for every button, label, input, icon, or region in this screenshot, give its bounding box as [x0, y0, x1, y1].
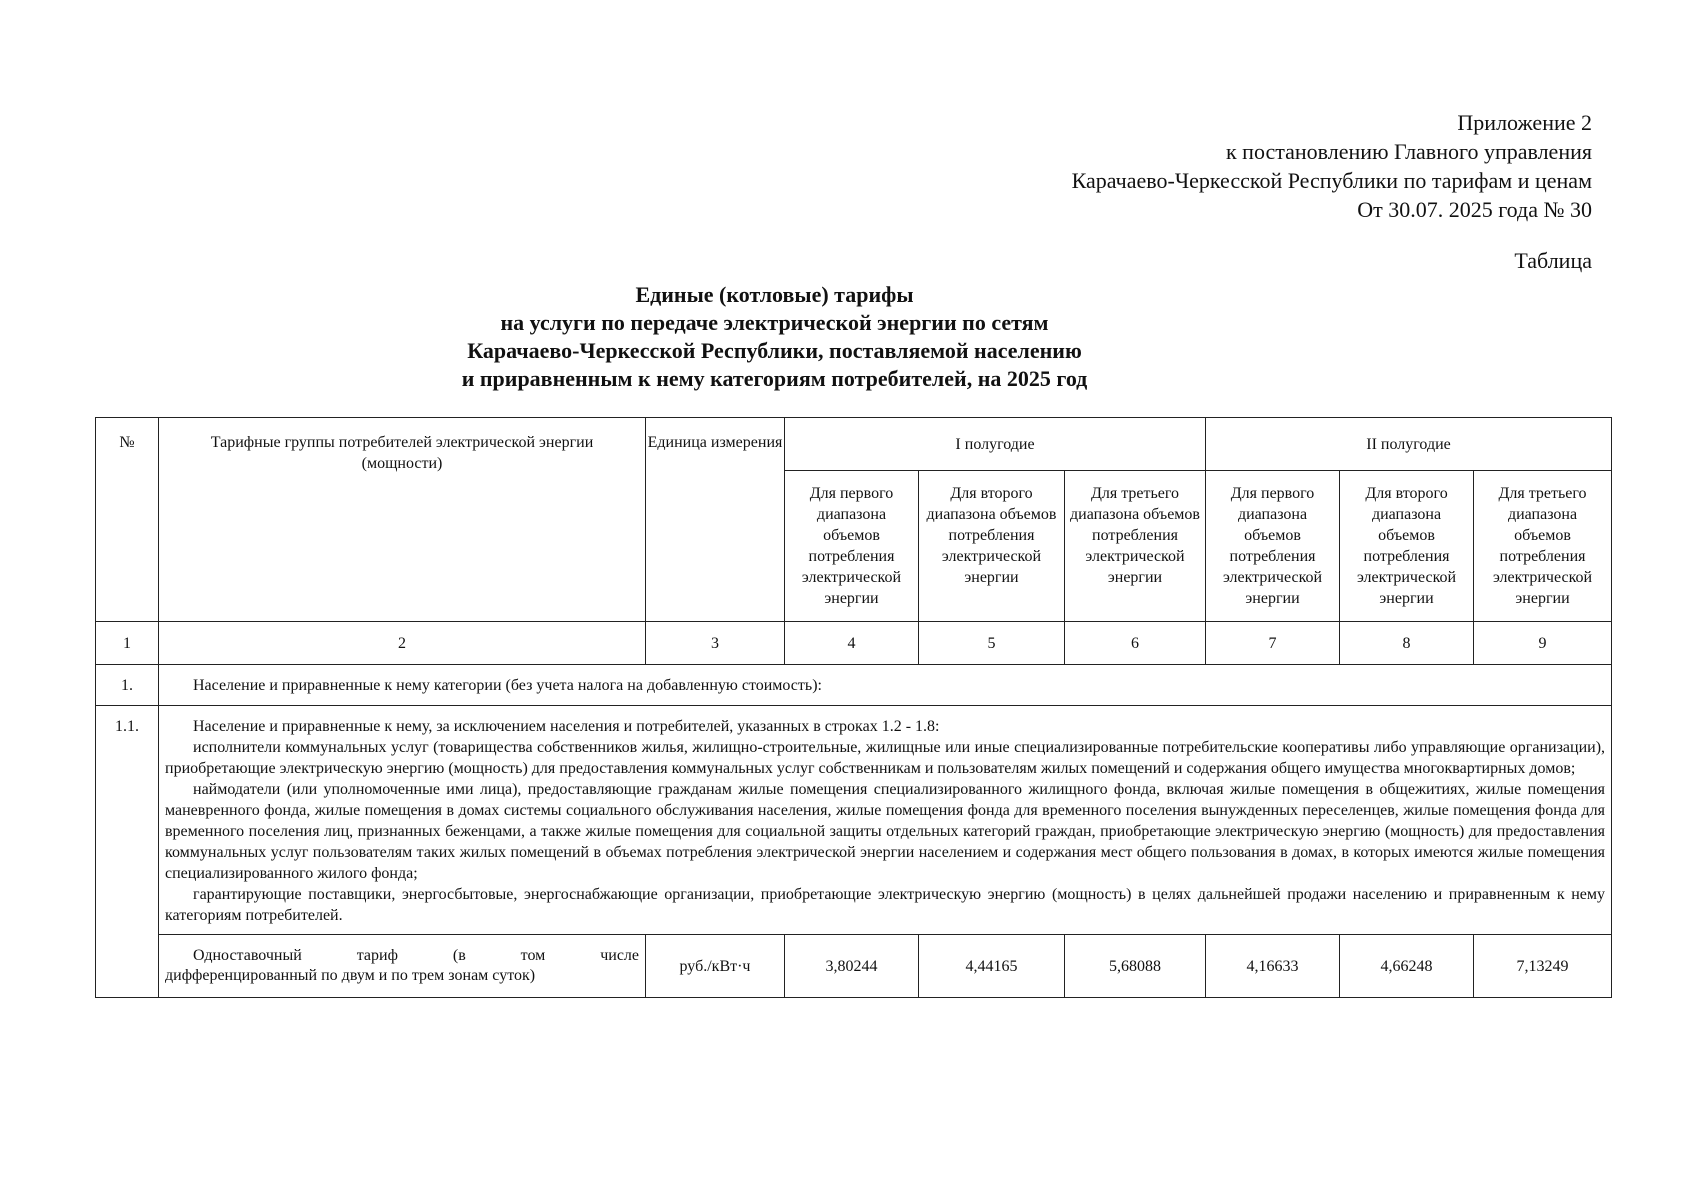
header-half-2: II полугодие: [1206, 418, 1612, 471]
tariff-unit: руб./кВт·ч: [646, 935, 785, 998]
appendix-line-3: Карачаево-Черкесской Республики по тарифам и ценам: [1071, 168, 1592, 193]
section-1-1-paragraph: Население и приравненные к нему, за исключением населения и потребителей, указанных в строках 1.2 - 1.8:: [193, 718, 940, 735]
section-1-1-description: [159, 706, 1612, 935]
tariff-value: 5,68088: [1065, 935, 1206, 998]
section-1-1-paragraph: исполнители коммунальных услуг (товарищества собственников жилья, жилищно-строительные, жилищные или иные специализированные потребительские кооперативы либо управляющие организации), приобретающие электрическую энергию (мощность) для предоставления коммунальных услуг собственникам и пользователям жилых помещений и содержания общего имущества многоквартирных домов;: [165, 739, 1606, 777]
tariff-value: 7,13249: [1474, 935, 1612, 998]
tariff-name-line-1: [165, 946, 639, 966]
column-number: 3: [646, 622, 785, 665]
column-number-row: [96, 622, 1612, 665]
section-1-number: 1.: [96, 665, 159, 706]
column-number: 8: [1340, 622, 1474, 665]
header-h1-range-2: Для второго диапазона объемов потребления электрической энергии: [919, 471, 1065, 622]
section-1-1-paragraph: гарантирующие поставщики, энергосбытовые, энергоснабжающие организации, приобретающие электрическую энергию (мощность) в целях дальнейшей продажи населению и приравненным к нему категориям потребителей.: [165, 886, 1606, 924]
section-1-text: Население и приравненные к нему категории (без учета налога на добавленную стоимость):: [159, 665, 1612, 706]
document-title: [0, 281, 1699, 393]
title-line-1: Единые (котловые) тарифы: [635, 282, 914, 307]
header-h2-range-2: Для второго диапазона объемов потребления электрической энергии: [1340, 471, 1474, 622]
tariff-table: [95, 417, 1612, 998]
header-h1-range-3: Для третьего диапазона объемов потребления электрической энергии: [1065, 471, 1206, 622]
tariff-row: [96, 935, 1612, 998]
section-1-1-paragraph: наймодатели (или уполномоченные ими лица), предоставляющие гражданам жилые помещения специализированного жилищного фонда, включая жилые помещения в общежитиях, жилые помещения маневренного фонда, жилые помещения в домах системы социального обслуживания населения, жилые помещения фонда для временного поселения вынужденных переселенцев, жилые помещения фонда для временного поселения лиц, признанных беженцами, а также жилые помещения для социальной защиты отдельных категорий граждан, приобретающие электрическую энергию (мощность) для предоставления коммунальных услуг пользователям таких жилых помещений в объемах потребления электрической энергии населением и содержания мест общего пользования в домах, в которых имеются жилые помещения специализированного жилого фонда;: [165, 781, 1606, 882]
column-number: 5: [919, 622, 1065, 665]
header-h2-range-3: Для третьего диапазона объемов потребления электрической энергии: [1474, 471, 1612, 622]
column-number: 9: [1474, 622, 1612, 665]
section-1-1-row: [96, 706, 1612, 935]
tariff-value: 4,66248: [1340, 935, 1474, 998]
table-caption: Таблица: [1514, 248, 1592, 273]
tariff-name-word: том: [520, 947, 546, 964]
tariff-name: [159, 935, 646, 998]
column-number: 2: [159, 622, 646, 665]
header-h1-range-1: Для первого диапазона объемов потребления электрической энергии: [785, 471, 919, 622]
column-number: 1: [96, 622, 159, 665]
appendix-line-2: к постановлению Главного управления: [1225, 139, 1592, 164]
tariff-name-word: числе: [600, 947, 639, 964]
section-1-row: [96, 665, 1612, 706]
column-number: 4: [785, 622, 919, 665]
header-unit: Единица измерения: [646, 418, 785, 622]
appendix-line-4: От 30.07. 2025 года № 30: [1357, 197, 1592, 222]
title-line-3: Карачаево-Черкесской Республики, поставляемой населению: [467, 338, 1082, 363]
column-number: 6: [1065, 622, 1206, 665]
tariff-value: 4,16633: [1206, 935, 1340, 998]
column-number: 7: [1206, 622, 1340, 665]
tariff-name-word: Одноставочный: [193, 947, 302, 964]
header-groups: Тарифные группы потребителей электрической энергии (мощности): [159, 418, 646, 622]
appendix-header: [1072, 108, 1592, 224]
tariff-name-word: (в: [452, 947, 466, 964]
tariff-value: 4,44165: [919, 935, 1065, 998]
tariff-value: 3,80244: [785, 935, 919, 998]
section-1-1-number: 1.1.: [96, 706, 159, 998]
header-num: №: [96, 418, 159, 622]
tariff-name-line-2: дифференцированный по двум и по трем зонам суток): [165, 967, 536, 984]
title-line-2: на услуги по передаче электрической энергии по сетям: [500, 310, 1049, 335]
header-half-1: I полугодие: [785, 418, 1206, 471]
header-h2-range-1: Для первого диапазона объемов потребления электрической энергии: [1206, 471, 1340, 622]
tariff-name-word: тариф: [356, 947, 398, 964]
title-line-4: и приравненным к нему категориям потребителей, на 2025 год: [461, 366, 1088, 391]
header-row-1: [96, 418, 1612, 471]
appendix-line-1: Приложение 2: [1457, 110, 1592, 135]
